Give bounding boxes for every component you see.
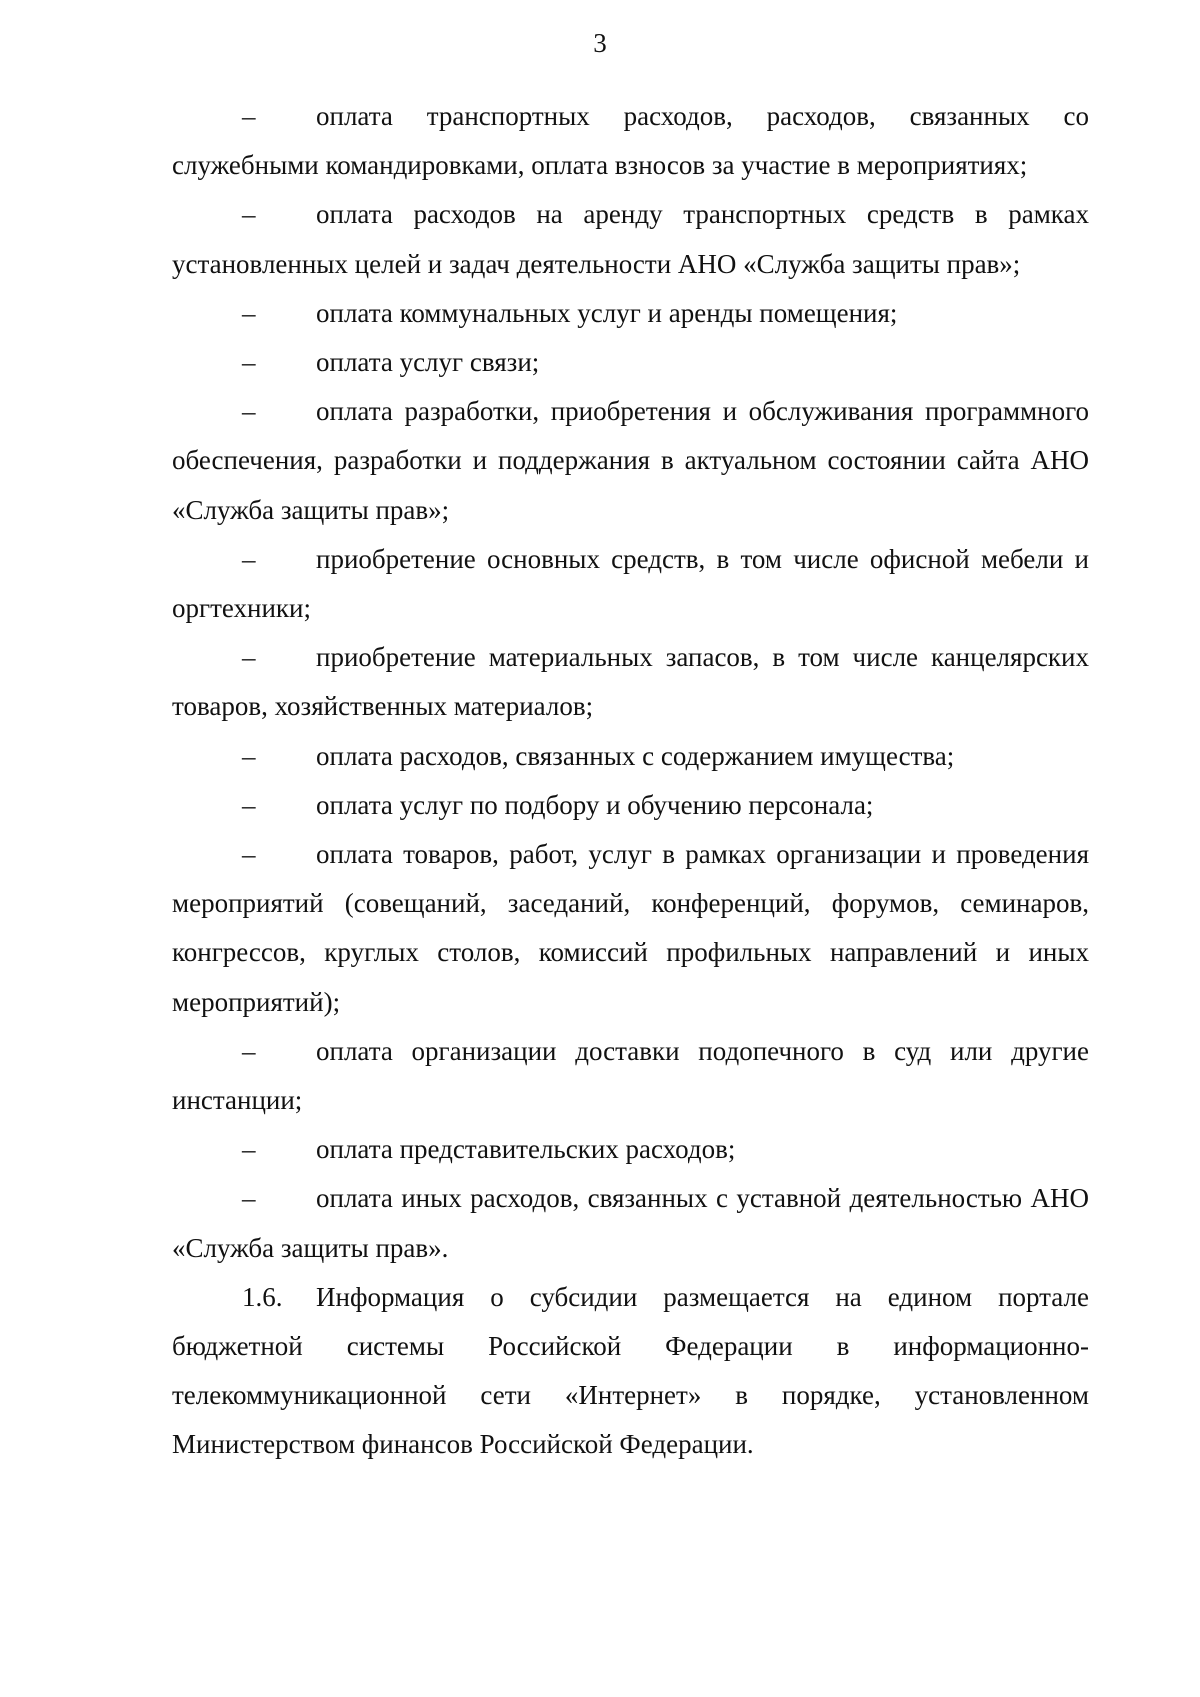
paragraph-1-6 xyxy=(172,1273,1089,1470)
list-bullet: – xyxy=(242,1183,256,1214)
list-item xyxy=(172,1027,1089,1125)
list-bullet: – xyxy=(242,839,256,870)
list-item xyxy=(172,190,1089,288)
list-item-text: оплата представительских расходов; xyxy=(316,1134,736,1165)
list-item xyxy=(172,781,1089,830)
list-item-text: оплата расходов, связанных с содержанием имущества; xyxy=(316,740,955,771)
list-bullet: – xyxy=(242,740,256,771)
list-bullet: – xyxy=(242,789,256,820)
page-number: 3 xyxy=(593,28,607,58)
list-item-text: оплата организации доставки подопечного в суд или другие инстанции; xyxy=(172,1035,1089,1116)
list-bullet: – xyxy=(242,1035,256,1066)
list-item xyxy=(172,92,1089,190)
list-bullet: – xyxy=(242,543,256,574)
list-item xyxy=(172,1125,1089,1174)
document-body xyxy=(172,92,1089,1470)
list-item xyxy=(172,1174,1089,1272)
list-item xyxy=(172,830,1089,1027)
list-bullet: – xyxy=(242,297,256,328)
list-bullet: – xyxy=(242,396,256,427)
list-item-text: оплата товаров, работ, услуг в рамках организации и проведения мероприятий (совещаний, заседаний, конференций, форумов, семинаров, конгрессов, круглых столов, комиссий профильных направлений и иных мероприятий); xyxy=(172,839,1089,1017)
expense-list xyxy=(172,92,1089,1273)
list-item-text: приобретение материальных запасов, в том числе канцелярских товаров, хозяйственных материалов; xyxy=(172,642,1089,722)
list-item-text: оплата расходов на аренду транспортных средств в рамках установленных целей и задач деятельности АНО «Служба защиты прав»; xyxy=(172,199,1089,279)
list-item-text: оплата транспортных расходов, расходов, связанных со служебными командировками, оплата взносов за участие в мероприятиях; xyxy=(172,101,1089,181)
list-bullet: – xyxy=(242,642,256,673)
list-item-text: оплата разработки, приобретения и обслуживания программного обеспечения, разработки и поддержания в актуальном состоянии сайта АНО «Служба защиты прав»; xyxy=(172,396,1089,525)
list-item-text: оплата иных расходов, связанных с уставной деятельностью АНО «Служба защиты прав». xyxy=(172,1183,1089,1263)
list-item xyxy=(172,289,1089,338)
list-item xyxy=(172,387,1089,535)
list-bullet: – xyxy=(242,1134,256,1165)
list-item-text: оплата услуг связи; xyxy=(316,347,540,378)
list-item-text: приобретение основных средств, в том числе офисной мебели и оргтехники; xyxy=(172,543,1089,624)
list-bullet: – xyxy=(242,347,256,378)
list-item-text: оплата коммунальных услуг и аренды помещения; xyxy=(316,297,898,328)
paragraph-number: 1.6. xyxy=(242,1281,283,1312)
list-item-text: оплата услуг по подбору и обучению персонала; xyxy=(316,789,874,820)
list-item xyxy=(172,338,1089,387)
list-item xyxy=(172,633,1089,731)
list-item xyxy=(172,732,1089,781)
list-bullet: – xyxy=(242,101,256,131)
paragraph-text: Информация о субсидии размещается на едином портале бюджетной системы Российской Федерации в информационно-телекоммуникационной сети «Интернет» в порядке, установленном Министерством финансов Российской Федерации. xyxy=(172,1281,1089,1460)
list-item xyxy=(172,535,1089,633)
list-bullet: – xyxy=(242,199,256,230)
